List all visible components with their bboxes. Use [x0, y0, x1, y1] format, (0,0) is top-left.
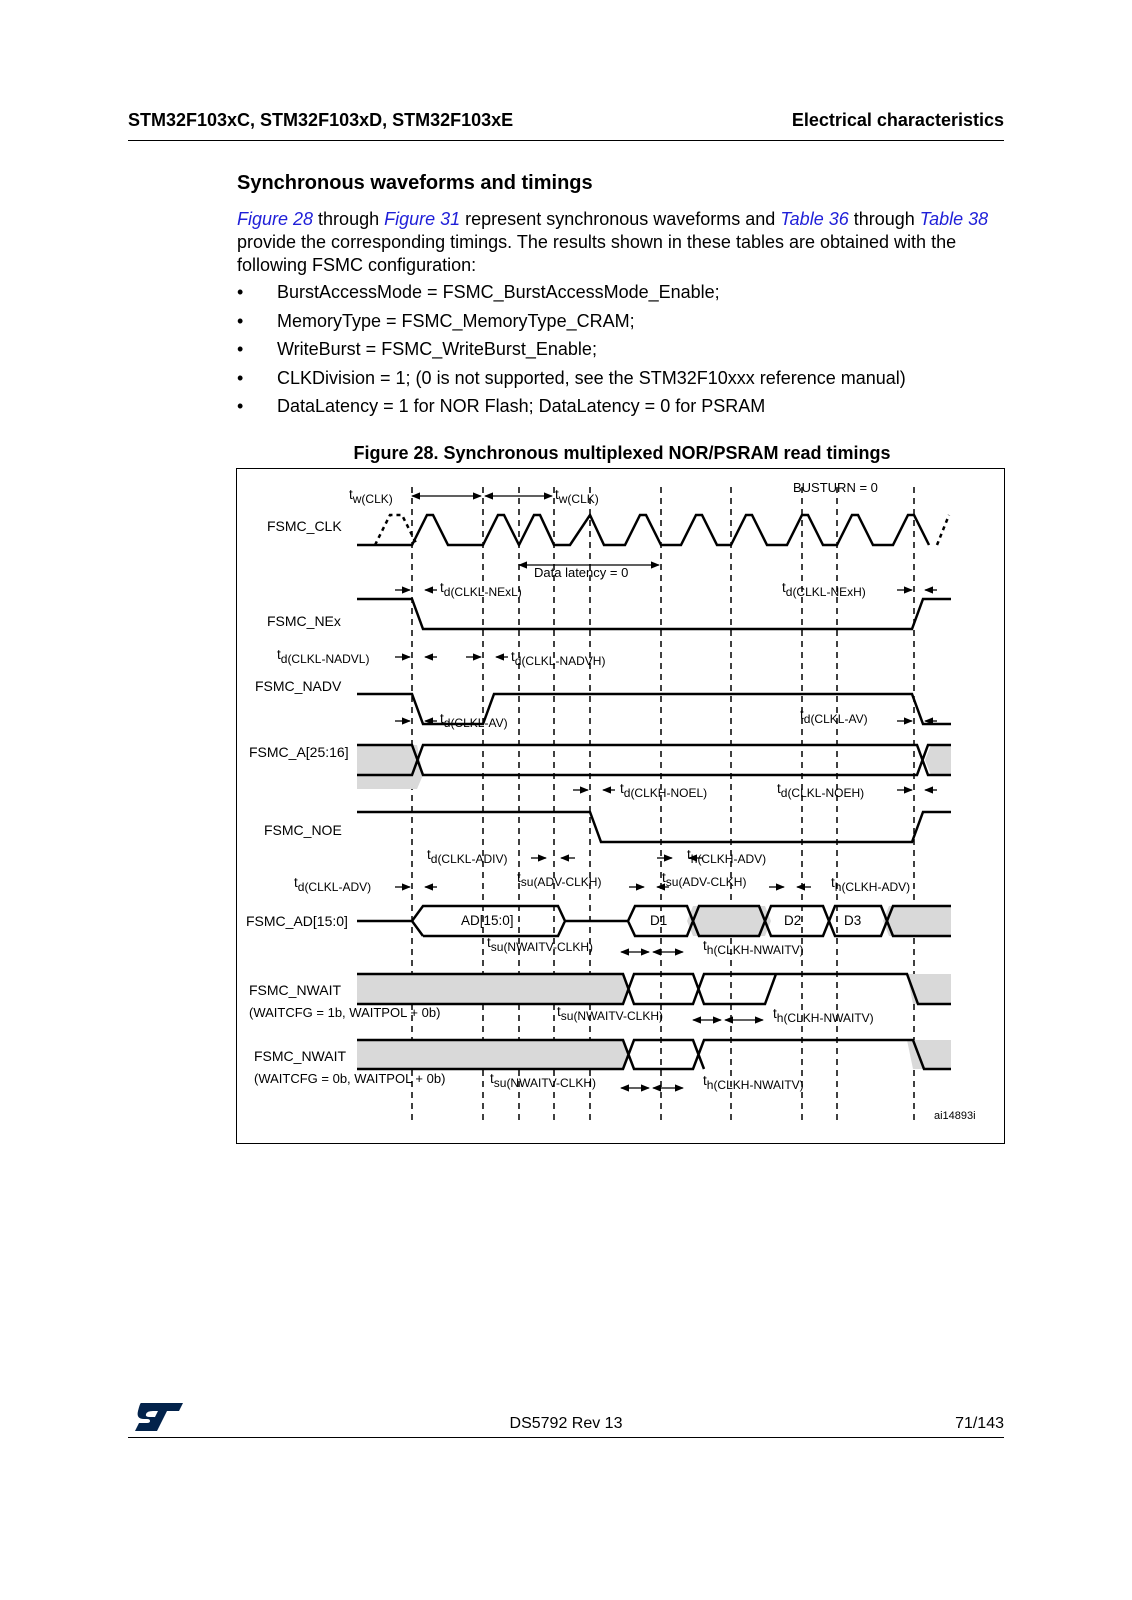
bus-value-ad: AD[15:0] [461, 913, 514, 928]
table-38-link[interactable]: Table 38 [919, 209, 989, 229]
fsmc-noe-wave [357, 812, 951, 842]
bullet-icon: • [237, 367, 244, 388]
timing-label: td(CLKL-ADIV) [427, 847, 508, 866]
timing-label: tsu(NWAITV-CLKH) [487, 935, 593, 954]
timing-label: td(CLKL-NADVH) [511, 649, 606, 668]
timing-label: tsu(NWAITV-CLKH) [557, 1004, 663, 1023]
timing-label-tw-clk: tw(CLK) [555, 487, 599, 506]
signal-config-label: (WAITCFG = 0b, WAITPOL + 0b) [254, 1071, 446, 1086]
signal-label: FSMC_NWAIT [249, 982, 342, 998]
footer-doc-id: DS5792 Rev 13 [509, 1415, 623, 1432]
intro-text-3: through [848, 209, 920, 229]
timing-label: td(CLKL-ADV) [294, 875, 372, 894]
header-doc-title: STM32F103xC, STM32F103xD, STM32F103xE [128, 110, 514, 130]
figure-31-link[interactable]: Figure 31 [384, 209, 461, 229]
bullet-icon: • [237, 282, 244, 302]
timing-diagram [236, 468, 1005, 1144]
list-item-text: DataLatency = 1 for NOR Flash; DataLatency = 0 for PSRAM [277, 396, 766, 416]
timing-label: th(CLKH-ADV) [687, 847, 767, 866]
timing-label: td(CLKL-NOEH) [777, 781, 865, 800]
timing-label: th(CLKH-NWAITV) [703, 938, 804, 957]
list-item [237, 310, 1007, 339]
intro-text-2: represent synchronous waveforms and [460, 209, 781, 229]
section-title: Synchronous waveforms and timings [237, 172, 593, 194]
signal-label: FSMC_NOE [264, 822, 342, 838]
timing-label-tw-clk: tw(CLK) [349, 487, 393, 506]
bullet-icon: • [237, 339, 244, 359]
footer-rule [128, 1437, 1004, 1438]
signal-label: FSMC_NEx [267, 613, 341, 629]
data-latency-label: Data latency = 0 [534, 565, 629, 580]
signal-label: FSMC_A[25:16] [249, 744, 349, 760]
timing-label: tsu(ADV-CLKH) [662, 870, 747, 889]
list-item [237, 281, 1007, 310]
list-item [237, 367, 1007, 396]
bullet-icon: • [237, 310, 244, 331]
fsmc-addr-wave [357, 745, 951, 775]
timing-label: td(CLKL-AV) [440, 711, 508, 730]
timing-label: td(CLKL-NADVL) [277, 647, 370, 666]
table-36-link[interactable]: Table 36 [780, 209, 849, 229]
config-list [237, 281, 1007, 424]
fsmc-clk-trailing-dash [937, 515, 949, 545]
signal-label: FSMC_CLK [267, 518, 342, 534]
fsmc-nex-wave [357, 599, 951, 629]
figure-caption: Figure 28. Synchronous multiplexed NOR/PSRAM read timings [353, 443, 891, 463]
fsmc-clk-leading-dash [375, 515, 417, 545]
signal-label: FSMC_AD[15:0] [246, 913, 348, 929]
intro-text-4: provide the corresponding timings. The results shown in these tables are obtained with the following FSMC configuration: [237, 232, 957, 275]
busturn-label: BUSTURN = 0 [793, 480, 878, 495]
signal-label: FSMC_NWAIT [254, 1048, 347, 1064]
timing-diagram-svg [237, 469, 1006, 1145]
bus-value-d1: D1 [650, 913, 668, 928]
bullet-icon: • [237, 396, 244, 416]
fsmc-clk-wave [357, 515, 929, 545]
timing-label: td(CLKL-AV) [800, 707, 868, 726]
timing-label: th(CLKH-NWAITV) [703, 1073, 804, 1092]
header-section-title: Electrical characteristics [791, 110, 1004, 130]
timing-label: td(CLKL-NExL) [440, 580, 522, 599]
timing-label: tsu(ADV-CLKH) [517, 870, 602, 889]
annotations [461, 480, 976, 1122]
list-item-text: BurstAccessMode = FSMC_BurstAccessMode_Enable; [277, 282, 720, 302]
list-item-text: WriteBurst = FSMC_WriteBurst_Enable; [277, 339, 597, 359]
bus-value-d3: D3 [844, 913, 862, 928]
clock-reference-lines [412, 487, 914, 1125]
timing-label: th(CLKH-NWAITV) [773, 1006, 874, 1025]
bus-value-d2: D2 [784, 913, 802, 928]
list-item-text: MemoryType = FSMC_MemoryType_CRAM; [277, 310, 635, 331]
signal-config-label: (WAITCFG = 1b, WAITPOL + 0b) [249, 1005, 441, 1020]
list-item [237, 338, 1007, 367]
timing-label: td(CLKL-NExH) [782, 580, 866, 599]
footer-page-number: 71/143 [955, 1415, 1004, 1432]
list-item-text: CLKDivision = 1; (0 is not supported, see the STM32F10xxx reference manual) [277, 367, 906, 388]
header-rule [128, 140, 1004, 141]
timing-label: tsu(NWAITV-CLKH) [490, 1071, 596, 1090]
intro-text-1: through [313, 209, 385, 229]
intro-paragraph [237, 208, 1007, 277]
timing-label: td(CLKH-NOEL) [620, 781, 708, 800]
figure-28-link[interactable]: Figure 28 [237, 209, 314, 229]
figure-id: ai14893i [934, 1110, 976, 1122]
signal-label: FSMC_NADV [255, 678, 342, 694]
timing-label: th(CLKH-ADV) [831, 875, 911, 894]
list-item [237, 395, 1007, 424]
